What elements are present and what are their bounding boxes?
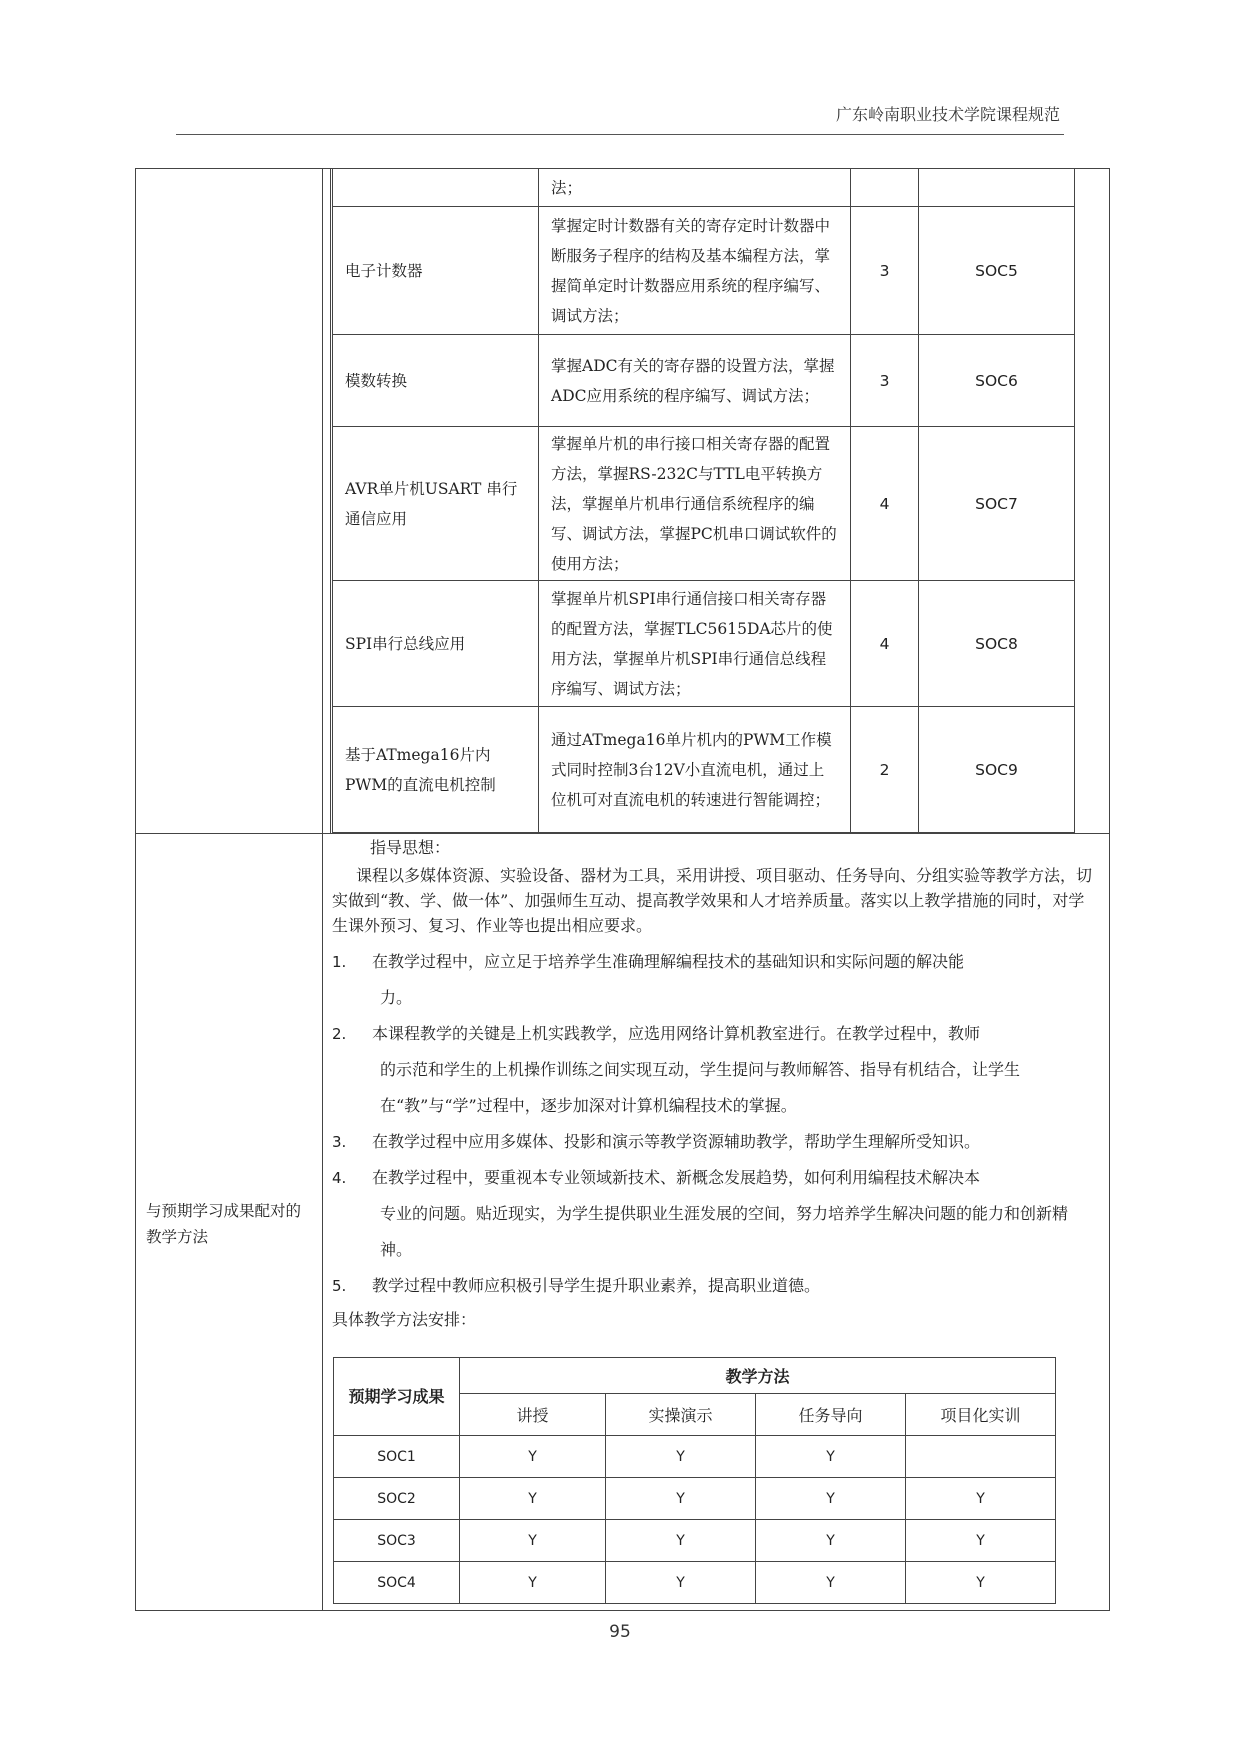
table-row [333,581,1075,707]
method-cell: Y [756,1478,906,1520]
method-cell: Y [460,1478,606,1520]
unit-soc: SOC8 [919,581,1075,707]
unit-hours [851,169,919,207]
header-rule [176,134,1064,135]
unit-hours: 3 [851,207,919,335]
inner-column-divider [330,168,331,834]
unit-description: 掌握ADC有关的寄存器的设置方法，掌握ADC应用系统的程序编写、调试方法； [539,335,851,427]
list-text: 在教学过程中应用多媒体、投影和演示等教学资源辅助教学，帮助学生理解所受知识。 [372,1132,981,1151]
column-header: 项目化实训 [906,1394,1056,1436]
unit-hours: 4 [851,427,919,581]
list-text-cont: 力。 [380,988,413,1007]
list-text-cont: 专业的问题。贴近现实，为学生提供职业生涯发展的空间，努力培养学生解决问题的能力和创新精神。 [380,1204,1069,1259]
unit-hours: 3 [851,335,919,427]
method-cell: Y [606,1478,756,1520]
outcome-header: 预期学习成果 [334,1358,460,1436]
guide-intro: 课程以多媒体资源、实验设备、器材为工具，采用讲授、项目驱动、任务导向、分组实验等教学方法，切实做到“教、学、做一体”、加强师生互动、提高教学效果和人才培养质量。落实以上教学措施的同时，对学生课外预习、复习、作业等也提出相应要求。 [332,866,1093,935]
unit-name [333,169,539,207]
unit-name: 基于ATmega16片内PWM的直流电机控制 [333,707,539,833]
document-header: 广东岭南职业技术学院课程规范 [835,105,1060,124]
unit-name: 模数转换 [333,335,539,427]
column-header: 实操演示 [606,1394,756,1436]
soc-cell: SOC4 [334,1562,460,1604]
column-header: 讲授 [460,1394,606,1436]
table-row [333,707,1075,833]
column-header: 任务导向 [756,1394,906,1436]
unit-soc: SOC5 [919,207,1075,335]
list-number: 1. [332,953,347,971]
table-row [334,1478,1056,1520]
table-row [333,207,1075,335]
unit-description: 通过ATmega16单片机内的PWM工作模式同时控制3台12V小直流电机，通过上位机可对直流电机的转速进行智能调控； [539,707,851,833]
list-text-cont: 的示范和学生的上机操作训练之间实现互动，学生提问与教师解答、指导有机结合，让学生在“教”与“学”过程中，逐步加深对计算机编程技术的掌握。 [380,1060,1021,1115]
list-number: 4. [332,1169,347,1187]
unit-name: SPI串行总线应用 [333,581,539,707]
list-item [332,944,1092,1016]
unit-description: 法； [539,169,851,207]
table-row [334,1358,1056,1394]
method-cell: Y [606,1436,756,1478]
method-cell: Y [906,1520,1056,1562]
method-header: 教学方法 [460,1358,1056,1394]
method-cell [906,1436,1056,1478]
method-cell: Y [756,1562,906,1604]
list-text: 在教学过程中，应立足于培养学生准确理解编程技术的基础知识和实际问题的解决能 [372,952,965,971]
left-column-divider [322,168,323,1611]
table-row [334,1436,1056,1478]
method-cell: Y [906,1478,1056,1520]
unit-name: 电子计数器 [333,207,539,335]
teaching-method-label: 与预期学习成果配对的教学方法 [146,1202,302,1246]
table-row [333,427,1075,581]
soc-cell: SOC2 [334,1478,460,1520]
detail-title: 具体教学方法安排： [332,1310,477,1329]
unit-hours: 4 [851,581,919,707]
list-item [332,1016,1092,1124]
table-row [333,335,1075,427]
method-cell: Y [460,1520,606,1562]
method-cell: Y [906,1562,1056,1604]
unit-content-table [332,168,1075,833]
methods-table [333,1357,1056,1604]
method-cell: Y [460,1562,606,1604]
unit-soc [919,169,1075,207]
page-number: 95 [609,1622,631,1642]
method-cell: Y [606,1562,756,1604]
unit-description: 掌握单片机的串行接口相关寄存器的配置方法，掌握RS-232C与TTL电平转换方法，掌握单片机串行通信系统程序的编写、调试方法，掌握PC机串口调试软件的使用方法； [539,427,851,581]
unit-hours: 2 [851,707,919,833]
unit-soc: SOC9 [919,707,1075,833]
list-text: 本课程教学的关键是上机实践教学，应选用网络计算机教室进行。在教学过程中，教师 [372,1024,981,1043]
unit-description: 掌握单片机SPI串行通信接口相关寄存器的配置方法，掌握TLC5615DA芯片的使用方法，掌握单片机SPI串行通信总线程序编写、调试方法； [539,581,851,707]
list-number: 3. [332,1133,347,1151]
list-text: 教学过程中教师应积极引导学生提升职业素养，提高职业道德。 [372,1276,821,1295]
list-item [332,1124,1092,1160]
list-item [332,1268,1092,1304]
unit-soc: SOC6 [919,335,1075,427]
list-text: 在教学过程中，要重视本专业领域新技术、新概念发展趋势，如何利用编程技术解决本 [372,1168,981,1187]
method-cell: Y [460,1436,606,1478]
unit-soc: SOC7 [919,427,1075,581]
table-row [333,169,1075,207]
unit-description: 掌握定时计数器有关的寄存定时计数器中断服务子程序的结构及基本编程方法，掌握简单定时计数器应用系统的程序编写、调试方法； [539,207,851,335]
table-row [334,1520,1056,1562]
method-cell: Y [606,1520,756,1562]
table-row [334,1562,1056,1604]
list-number: 2. [332,1025,347,1043]
method-cell: Y [756,1436,906,1478]
list-item [332,1160,1092,1268]
teaching-guidance [332,833,1092,1336]
unit-name: AVR单片机USART 串行通信应用 [333,427,539,581]
guide-title: 指导思想： [370,838,451,857]
list-number: 5. [332,1277,347,1295]
method-cell: Y [756,1520,906,1562]
soc-cell: SOC1 [334,1436,460,1478]
soc-cell: SOC3 [334,1520,460,1562]
